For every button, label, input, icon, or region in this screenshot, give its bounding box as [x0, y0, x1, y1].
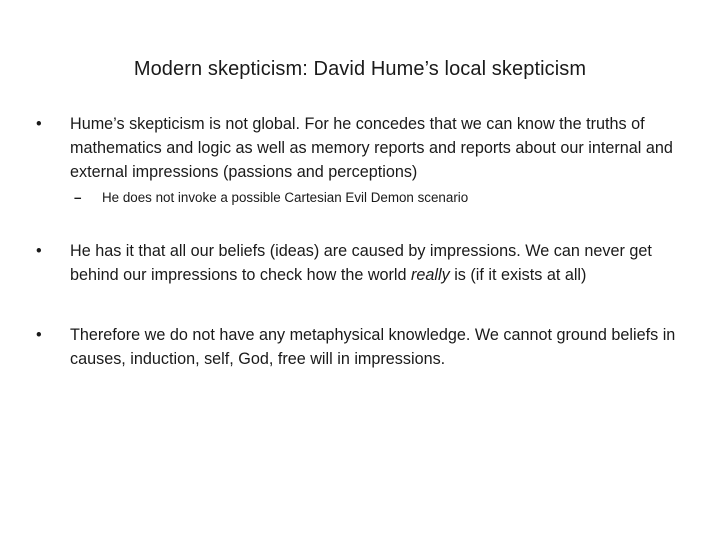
bullet-marker: • [36, 242, 42, 260]
sub-bullet-item [74, 188, 694, 208]
bullet-text: Hume’s skepticism is not global. For he concedes that we can know the truths of mathematics and logic as well as memory reports and reports about our internal and external impressions (passions and perceptions) [70, 115, 673, 181]
slide-title: Modern skepticism: David Hume’s local skepticism [133, 58, 587, 80]
bullet-marker: • [36, 115, 42, 133]
bullet-marker: • [36, 326, 42, 344]
bullet-item [36, 323, 696, 371]
sub-bullet-marker: – [74, 190, 82, 205]
sub-bullet-text: He does not invoke a possible Cartesian Evil Demon scenario [102, 190, 469, 205]
bullet-text-after: is (if it exists at all) [449, 266, 587, 284]
bullet-text [70, 239, 696, 287]
bullet-item [36, 112, 696, 184]
emphasis-really: really [411, 266, 450, 284]
bullet-item [36, 239, 696, 287]
bullet-text-before: He has it that all our beliefs (ideas) are caused by impressions. We can never get behind our impressions to check how the world [70, 242, 652, 284]
bullet-text: Therefore we do not have any metaphysical knowledge. We cannot ground beliefs in causes, induction, self, God, free will in impressions. [70, 326, 676, 368]
